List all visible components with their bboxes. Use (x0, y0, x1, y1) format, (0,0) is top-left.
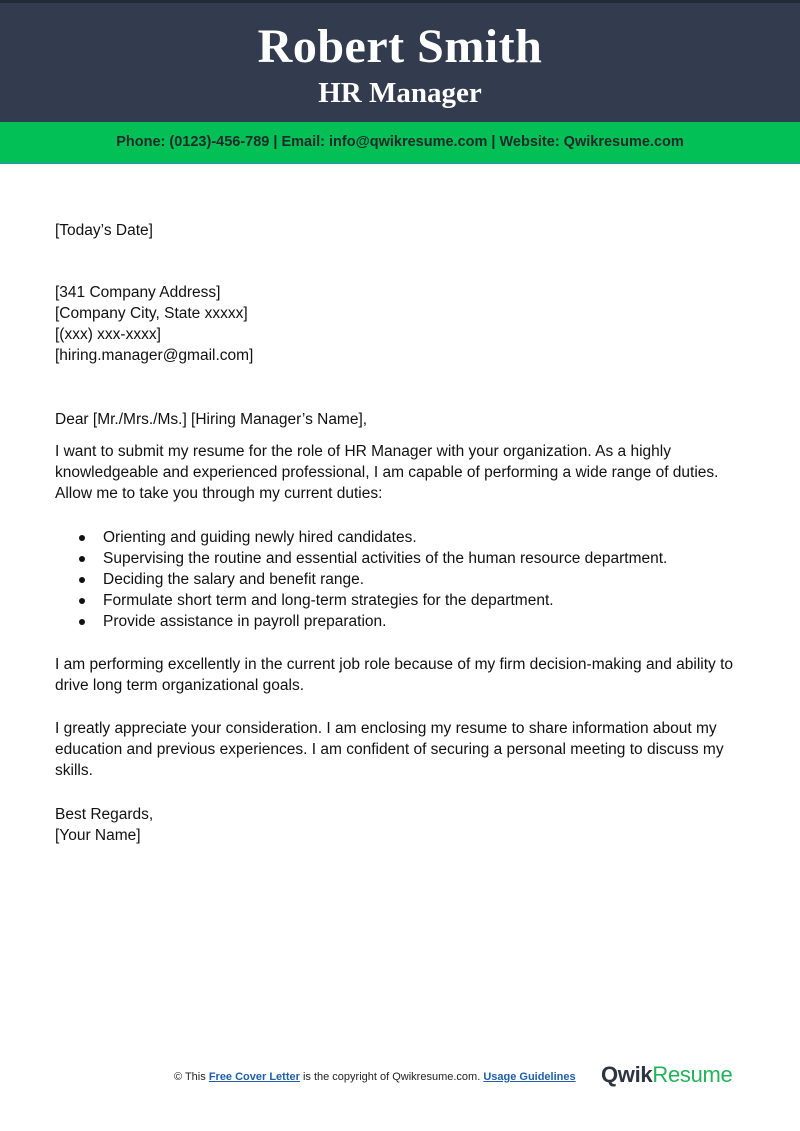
letter-date: [Today’s Date] (55, 222, 153, 239)
resume-header (0, 3, 800, 122)
duty-text: Orienting and guiding newly hired candidates. (103, 529, 417, 546)
duty-item (55, 569, 755, 590)
duty-item (55, 527, 755, 548)
free-cover-letter-link[interactable]: Free Cover Letter (208, 1071, 300, 1083)
bullet-icon (79, 556, 85, 562)
address-line: [hiring.manager@gmail.com] (55, 347, 254, 364)
duty-item (55, 611, 755, 632)
candidate-name: Robert Smith (257, 20, 543, 73)
signature: [Your Name] (55, 827, 141, 844)
job-title: HR Manager (318, 77, 482, 109)
duty-item (55, 548, 755, 569)
bullet-icon (79, 577, 85, 583)
contact-bar: Phone: (0123)-456-789 | Email: info@qwikresume.com | Website: Qwikresume.com (0, 122, 800, 164)
qwikresume-logo (601, 1062, 733, 1088)
duties-list (55, 527, 755, 632)
appreciation-paragraph: I greatly appreciate your consideration. I am enclosing my resume to share information about my education and previous experiences. I am confident of securing a personal meeting to discuss my skills. (55, 720, 724, 779)
address-line: [(xxx) xxx-xxxx] (55, 326, 161, 343)
address-line: [341 Company Address] (55, 284, 221, 301)
duty-text: Deciding the salary and benefit range. (103, 571, 365, 588)
recipient-address (55, 282, 755, 366)
salutation: Dear [Mr./Mrs./Ms.] [Hiring Manager’s Name], (55, 411, 368, 428)
copyright-footer (174, 1071, 576, 1083)
duty-item (55, 590, 755, 611)
usage-guidelines-link[interactable]: Usage Guidelines (483, 1071, 576, 1083)
duty-text: Formulate short term and long-term strategies for the department. (103, 592, 554, 609)
letter-closing (55, 804, 755, 846)
logo-resume: Resume (652, 1062, 733, 1087)
footer-prefix: © This (174, 1071, 209, 1083)
bullet-icon (79, 535, 85, 541)
duty-text: Supervising the routine and essential activities of the human resource department. (103, 550, 668, 567)
logo-qwik: Qwik (601, 1062, 653, 1087)
closing-phrase: Best Regards, (55, 806, 154, 823)
bullet-icon (79, 619, 85, 625)
duty-text: Provide assistance in payroll preparation. (103, 613, 387, 630)
intro-paragraph: I want to submit my resume for the role of HR Manager with your organization. As a highly knowledgeable and experienced professional, I am capable of performing a wide range of duties. Allow me to take you through my current duties: (55, 443, 719, 502)
performance-paragraph: I am performing excellently in the current job role because of my firm decision-making and ability to drive long term organizational goals. (55, 656, 734, 694)
bullet-icon (79, 598, 85, 604)
address-line: [Company City, State xxxxx] (55, 305, 248, 322)
footer-middle: is the copyright of Qwikresume.com. (299, 1071, 484, 1083)
